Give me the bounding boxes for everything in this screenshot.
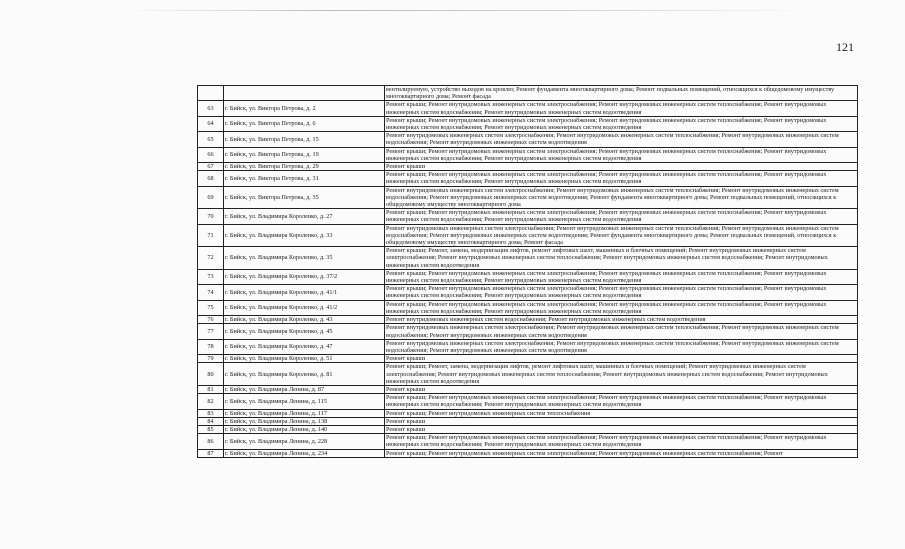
works-cell: Ремонт крыши xyxy=(385,163,858,171)
row-number-cell: 68 xyxy=(198,171,224,186)
works-cell: Ремонт внутридомовых инженерных систем электроснабжения; Ремонт внутридомовых инженерных систем теплоснабжения; Ремонт внутридомовых инженерных систем водоснабжения; Ремонт внутридомовых инженерных систем водоотведения; Ремонт фундамента многоквартирного дома; Ремонт подвальных помещений, относящихся к общедомовому имуществу многоквартирного дома xyxy=(385,186,858,209)
table-row xyxy=(198,339,858,354)
table-row xyxy=(198,417,858,425)
table-row xyxy=(198,355,858,363)
works-cell: Ремонт крыши; Ремонт внутридомовых инженерных систем электроснабжения; Ремонт внутридомовых инженерных систем теплоснабжения; Ремонт внутридомовых инженерных систем водоснабжения; Ремонт внутридомовых инженерных систем водоотведения xyxy=(385,269,858,284)
works-cell: Ремонт внутридомовых инженерных систем водоснабжения; Ремонт внутридомовых инженерных систем водоотведения xyxy=(385,316,858,324)
row-number-cell: 73 xyxy=(198,269,224,284)
address-cell: г. Бийск, ул. Виктора Петрова, д. 29 xyxy=(224,163,385,171)
address-cell: г. Бийск, ул. Виктора Петрова, д. 6 xyxy=(224,116,385,131)
table-row xyxy=(198,394,858,409)
row-number-cell: 70 xyxy=(198,209,224,224)
continuation-row xyxy=(198,86,858,101)
works-cell: Ремонт крыши xyxy=(385,385,858,393)
works-cell: Ремонт крыши xyxy=(385,425,858,433)
works-cell: вентилируемую, устройство выходов на кровлю; Ремонт фундамента многоквартирного дома; Ремонт подвальных помещений, относящихся к общедомовому имуществу многоквартирного дома; Ремонт фасада xyxy=(385,86,858,101)
table-row xyxy=(198,163,858,171)
row-number-cell: 79 xyxy=(198,355,224,363)
scan-artifact-line xyxy=(120,10,820,11)
works-cell: Ремонт внутридомовых инженерных систем электроснабжения; Ремонт внутридомовых инженерных систем теплоснабжения; Ремонт внутридомовых инженерных систем водоснабжения; Ремонт внутридомовых инженерных систем водоотведения xyxy=(385,339,858,354)
address-cell: г. Бийск, ул. Владимира Короленко, д. 33 xyxy=(224,224,385,247)
address-cell: г. Бийск, ул. Владимира Ленина, д. 138 xyxy=(224,417,385,425)
address-cell: г. Бийск, ул. Владимира Короленко, д. 35 xyxy=(224,247,385,270)
works-cell: Ремонт крыши xyxy=(385,355,858,363)
row-number-cell: 74 xyxy=(198,285,224,300)
row-number-cell: 78 xyxy=(198,339,224,354)
row-number-cell: 64 xyxy=(198,116,224,131)
repair-program-table xyxy=(197,85,858,458)
row-number-cell: 77 xyxy=(198,324,224,339)
table-row xyxy=(198,300,858,315)
row-number-cell: 83 xyxy=(198,409,224,417)
works-cell: Ремонт крыши; Ремонт внутридомовых инженерных систем электроснабжения; Ремонт внутридомовых инженерных систем теплоснабжения; Ремонт внутридомовых инженерных систем водоснабжения; Ремонт внутридомовых инженерных систем водоотведения xyxy=(385,300,858,315)
works-cell: Ремонт крыши; Ремонт внутридомовых инженерных систем теплоснабжения xyxy=(385,409,858,417)
works-cell: Ремонт крыши; Ремонт, замена, модернизация лифтов, ремонт лифтовых шахт, машинных и блочных помещений; Ремонт внутридомовых инженерных систем электроснабжения; Ремонт внутридомовых инженерных систем теплоснабжения; Ремонт внутридомовых инженерных систем водоснабжения; Ремонт внутридомовых инженерных систем водоотведения xyxy=(385,247,858,270)
row-number-cell: 72 xyxy=(198,247,224,270)
row-number-cell: 82 xyxy=(198,394,224,409)
row-number-cell: 63 xyxy=(198,101,224,116)
row-number-cell: 87 xyxy=(198,449,224,457)
row-number-cell: 86 xyxy=(198,434,224,449)
table-row xyxy=(198,224,858,247)
address-cell: г. Бийск, ул. Владимира Короленко, д. 45 xyxy=(224,324,385,339)
works-cell: Ремонт внутридомовых инженерных систем электроснабжения; Ремонт внутридомовых инженерных систем теплоснабжения; Ремонт внутридомовых инженерных систем водоснабжения; Ремонт внутридомовых инженерных систем водоотведения xyxy=(385,324,858,339)
row-number-cell: 75 xyxy=(198,300,224,315)
address-cell: г. Бийск, ул. Владимира Ленина, д. 87 xyxy=(224,385,385,393)
works-cell: Ремонт крыши; Ремонт внутридомовых инженерных систем электроснабжения; Ремонт внутридомовых инженерных систем теплоснабжения; Ремонт внутридомовых инженерных систем водоснабжения; Ремонт внутридомовых инженерных систем водоотведения xyxy=(385,434,858,449)
works-cell: Ремонт крыши; Ремонт внутридомовых инженерных систем электроснабжения; Ремонт внутридомовых инженерных систем теплоснабжения; Ремонт внутридомовых инженерных систем водоснабжения; Ремонт внутридомовых инженерных систем водоотведения xyxy=(385,209,858,224)
table-row xyxy=(198,116,858,131)
works-cell: Ремонт внутридомовых инженерных систем электроснабжения; Ремонт внутридомовых инженерных систем теплоснабжения; Ремонт внутридомовых инженерных систем водоснабжения; Ремонт внутридомовых инженерных систем водоотведения; Ремонт фундамента многоквартирного дома; Ремонт подвальных помещений, относящихся к общедомовому имуществу многоквартирного дома; Ремонт фасада xyxy=(385,224,858,247)
works-cell: Ремонт крыши; Ремонт внутридомовых инженерных систем электроснабжения; Ремонт внутридомовых инженерных систем теплоснабжения; Ремонт внутридомовых инженерных систем водоснабжения; Ремонт внутридомовых инженерных систем водоотведения xyxy=(385,171,858,186)
row-number-cell: 81 xyxy=(198,385,224,393)
address-cell: г. Бийск, ул. Владимира Ленина, д. 115 xyxy=(224,394,385,409)
table-row xyxy=(198,434,858,449)
row-number-cell: 69 xyxy=(198,186,224,209)
works-cell: Ремонт крыши; Ремонт внутридомовых инженерных систем электроснабжения; Ремонт внутридомовых инженерных систем теплоснабжения; Ремонт внутридомовых инженерных систем водоснабжения; Ремонт внутридомовых инженерных систем водоотведения xyxy=(385,147,858,162)
row-number-cell: 66 xyxy=(198,147,224,162)
works-cell: Ремонт крыши; Ремонт, замена, модернизация лифтов, ремонт лифтовых шахт, машинных и блочных помещений; Ремонт внутридомовых инженерных систем электроснабжения; Ремонт внутридомовых инженерных систем теплоснабжения; Ремонт внутридомовых инженерных систем водоснабжения; Ремонт внутридомовых инженерных систем водоотведения xyxy=(385,363,858,386)
row-number-cell: 67 xyxy=(198,163,224,171)
row-number-cell: 76 xyxy=(198,316,224,324)
row-number-cell: 80 xyxy=(198,363,224,386)
table-row xyxy=(198,269,858,284)
row-number-cell: 84 xyxy=(198,417,224,425)
table-row xyxy=(198,363,858,386)
address-cell: г. Бийск, ул. Владимира Ленина, д. 234 xyxy=(224,449,385,457)
address-cell: г. Бийск, ул. Владимира Короленко, д. 81 xyxy=(224,363,385,386)
address-cell: г. Бийск, ул. Виктора Петрова, д. 35 xyxy=(224,186,385,209)
table-row xyxy=(198,209,858,224)
works-cell: Ремонт крыши; Ремонт внутридомовых инженерных систем электроснабжения; Ремонт внутридомовых инженерных систем теплоснабжения; Ремонт внутридомовых инженерных систем водоснабжения; Ремонт внутридомовых инженерных систем водоотведения xyxy=(385,116,858,131)
table-body xyxy=(198,86,858,458)
address-cell: г. Бийск, ул. Владимира Ленина, д. 140 xyxy=(224,425,385,433)
works-cell: Ремонт внутридомовых инженерных систем электроснабжения; Ремонт внутридомовых инженерных систем теплоснабжения; Ремонт внутридомовых инженерных систем водоснабжения; Ремонт внутридомовых инженерных систем водоотведения xyxy=(385,132,858,147)
works-cell: Ремонт крыши; Ремонт внутридомовых инженерных систем электроснабжения; Ремонт внутридомовых инженерных систем теплоснабжения; Ремонт внутридомовых инженерных систем водоснабжения; Ремонт внутридомовых инженерных систем водоотведения xyxy=(385,101,858,116)
address-cell: г. Бийск, ул. Владимира Короленко, д. 51 xyxy=(224,355,385,363)
address-cell: г. Бийск, ул. Владимира Короленко, д. 47 xyxy=(224,339,385,354)
table-row xyxy=(198,385,858,393)
row-number-cell: 71 xyxy=(198,224,224,247)
table-row xyxy=(198,316,858,324)
table-row xyxy=(198,324,858,339)
works-cell: Ремонт крыши; Ремонт внутридомовых инженерных систем электроснабжения; Ремонт внутридомовых инженерных систем теплоснабжения; Ремонт xyxy=(385,449,858,457)
address-cell: г. Бийск, ул. Виктора Петрова, д. 2 xyxy=(224,101,385,116)
row-number-cell: 85 xyxy=(198,425,224,433)
works-cell: Ремонт крыши; Ремонт внутридомовых инженерных систем электроснабжения; Ремонт внутридомовых инженерных систем теплоснабжения; Ремонт внутридомовых инженерных систем водоснабжения; Ремонт внутридомовых инженерных систем водоотведения xyxy=(385,285,858,300)
table-row xyxy=(198,449,858,457)
address-cell: г. Бийск, ул. Владимира Короленко, д. 43 xyxy=(224,316,385,324)
row-number-cell: 65 xyxy=(198,132,224,147)
address-cell: г. Бийск, ул. Владимира Короленко, д. 41/2 xyxy=(224,300,385,315)
works-cell: Ремонт крыши; Ремонт внутридомовых инженерных систем электроснабжения; Ремонт внутридомовых инженерных систем теплоснабжения; Ремонт внутридомовых инженерных систем водоснабжения; Ремонт внутридомовых инженерных систем водоотведения xyxy=(385,394,858,409)
table-row xyxy=(198,132,858,147)
address-cell: г. Бийск, ул. Виктора Петрова, д. 31 xyxy=(224,171,385,186)
address-cell: г. Бийск, ул. Владимира Ленина, д. 228 xyxy=(224,434,385,449)
address-cell: г. Бийск, ул. Владимира Короленко, д. 41/1 xyxy=(224,285,385,300)
table-row xyxy=(198,186,858,209)
address-cell: г. Бийск, ул. Виктора Петрова, д. 15 xyxy=(224,132,385,147)
table-row xyxy=(198,147,858,162)
works-cell: Ремонт крыши xyxy=(385,417,858,425)
address-cell: г. Бийск, ул. Владимира Короленко, д. 27 xyxy=(224,209,385,224)
table-row xyxy=(198,409,858,417)
page-number: 121 xyxy=(836,40,854,54)
address-cell: г. Бийск, ул. Владимира Короленко, д. 37/2 xyxy=(224,269,385,284)
address-cell: г. Бийск, ул. Владимира Ленина, д. 117 xyxy=(224,409,385,417)
table-row xyxy=(198,285,858,300)
row-number-cell xyxy=(198,86,224,101)
table-row xyxy=(198,425,858,433)
table-row xyxy=(198,247,858,270)
table-row xyxy=(198,101,858,116)
address-cell xyxy=(224,86,385,101)
address-cell: г. Бийск, ул. Виктора Петрова, д. 19 xyxy=(224,147,385,162)
table-row xyxy=(198,171,858,186)
